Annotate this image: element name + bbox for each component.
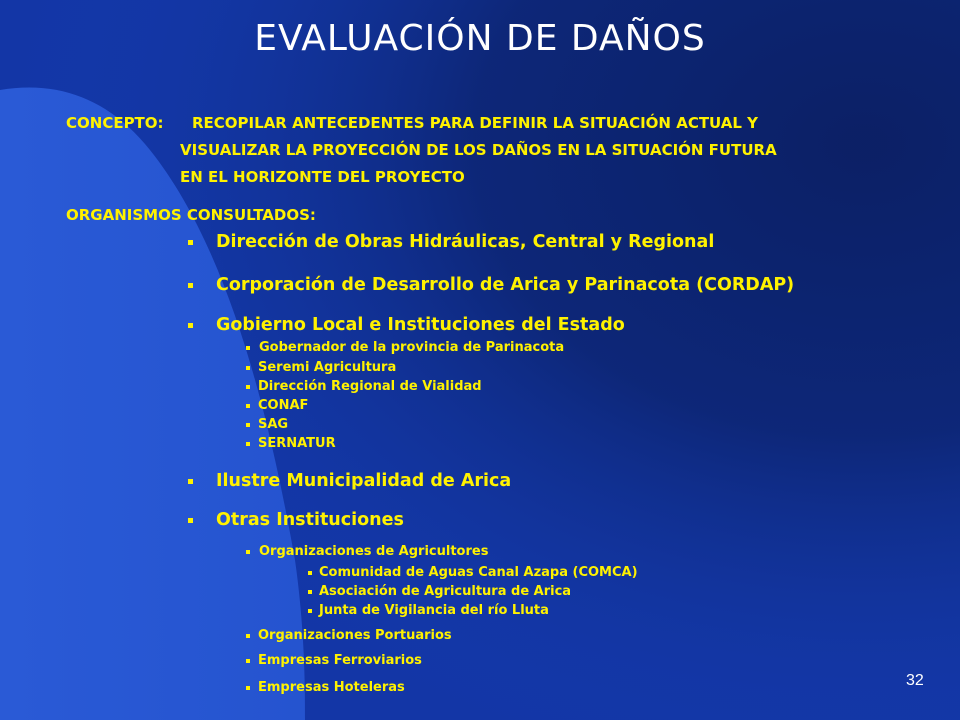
bullet-square-icon: [246, 442, 250, 446]
bullet-square-icon: [246, 404, 250, 408]
bullet-square-icon: [308, 571, 312, 575]
list-item-label: Otras Instituciones: [216, 510, 404, 530]
bullet-square-icon: [188, 240, 193, 245]
sub-item-label: Seremi Agricultura: [258, 360, 397, 375]
page-number: 32: [906, 672, 924, 689]
slide-title: EVALUACIÓN DE DAÑOS: [254, 18, 706, 59]
sub-item-label: SERNATUR: [258, 436, 336, 451]
sub-item-seremi: [246, 360, 396, 375]
sub-sub-item-asociacion: [308, 584, 571, 599]
bullet-square-icon: [188, 283, 193, 288]
sub-sub-item-label: Asociación de Agricultura de Arica: [319, 584, 572, 599]
concept-line-2: VISUALIZAR LA PROYECCIÓN DE LOS DAÑOS EN LA SITUACIÓN FUTURA: [180, 141, 777, 159]
concept-label: CONCEPTO:: [66, 114, 164, 132]
sub-item-hoteleras: [246, 680, 405, 695]
list-item-label: Ilustre Municipalidad de Arica: [216, 471, 512, 491]
concept-line-3: EN EL HORIZONTE DEL PROYECTO: [180, 168, 465, 186]
organismos-heading: ORGANISMOS CONSULTADOS:: [66, 206, 316, 224]
bullet-square-icon: [246, 346, 250, 350]
bullet-square-icon: [246, 686, 250, 690]
sub-item-portuarios: [246, 628, 452, 643]
list-item-cordap: [188, 275, 794, 295]
sub-item-conaf: [246, 398, 308, 413]
sub-item-label: Empresas Ferroviarios: [258, 653, 422, 668]
bullet-square-icon: [308, 590, 312, 594]
bullet-square-icon: [246, 659, 250, 663]
sub-item-label: Empresas Hoteleras: [258, 680, 405, 695]
sub-sub-item-label: Junta de Vigilancia del río Lluta: [319, 603, 549, 618]
sub-item-vialidad: [246, 379, 482, 394]
bullet-square-icon: [246, 385, 250, 389]
bullet-square-icon: [246, 550, 250, 554]
sub-sub-item-comca: [308, 565, 638, 580]
bullet-square-icon: [188, 479, 193, 484]
sub-sub-item-junta: [308, 603, 549, 618]
sub-item-label: Gobernador de la provincia de Parinacota: [259, 340, 565, 355]
sub-item-label: Dirección Regional de Vialidad: [258, 379, 482, 394]
sub-item-sernatur: [246, 436, 336, 451]
list-item-gobierno: [188, 315, 625, 335]
sub-item-label: CONAF: [258, 398, 309, 413]
list-item-label: Dirección de Obras Hidráulicas, Central y Regional: [216, 232, 715, 252]
concept-line-1: RECOPILAR ANTECEDENTES PARA DEFINIR LA SITUACIÓN ACTUAL Y: [192, 114, 759, 132]
bullet-square-icon: [246, 634, 250, 638]
sub-item-label: SAG: [258, 417, 289, 432]
list-item-label: Gobierno Local e Instituciones del Estado: [216, 315, 625, 335]
sub-item-label: Organizaciones Portuarios: [258, 628, 452, 643]
bullet-square-icon: [246, 366, 250, 370]
bullet-square-icon: [188, 323, 193, 328]
sub-item-gobernador: [246, 340, 564, 355]
list-item-doh: [188, 232, 714, 252]
sub-item-label: Organizaciones de Agricultores: [259, 544, 489, 559]
bullet-square-icon: [308, 609, 312, 613]
sub-item-sag: [246, 417, 288, 432]
sub-sub-item-label: Comunidad de Aguas Canal Azapa (COMCA): [319, 565, 638, 580]
bullet-square-icon: [246, 423, 250, 427]
bullet-square-icon: [188, 518, 193, 523]
sub-item-ferroviarios: [246, 653, 422, 668]
sub-item-agricultores: [246, 544, 488, 559]
list-item-municipalidad: [188, 471, 511, 491]
list-item-label: Corporación de Desarrollo de Arica y Parinacota (CORDAP): [216, 275, 795, 295]
list-item-otras: [188, 510, 404, 530]
